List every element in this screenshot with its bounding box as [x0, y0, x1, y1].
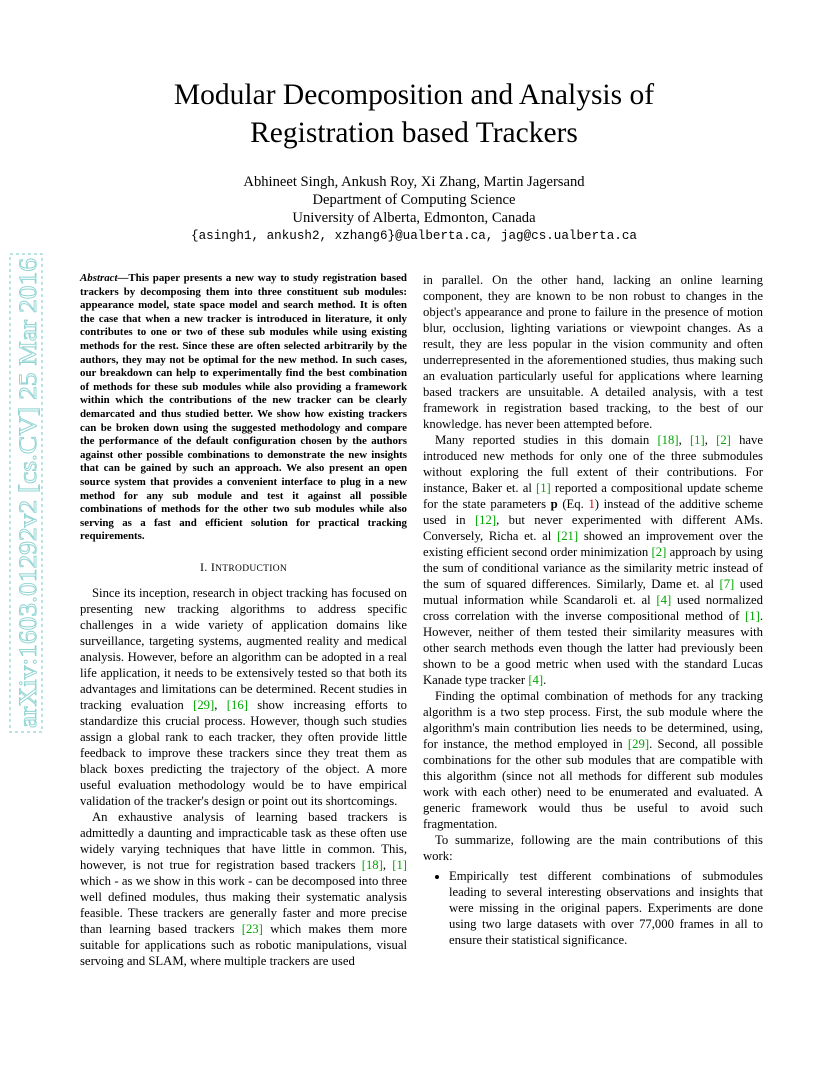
- section-heading-introduction: [80, 559, 407, 577]
- right-column: [423, 272, 763, 948]
- contribution-item: • Empirically test different combinations of submodules leading to several interesting observations and insights that were missing in the original papers. Experiments are done using two large datasets with over 77,000 frames in all to ensure their statistical significance.: [449, 868, 763, 948]
- citation-link[interactable]: [7]: [719, 577, 735, 591]
- text-run: (Eq.: [557, 497, 589, 511]
- section-initial: I: [210, 559, 216, 574]
- text-run: reported a compositional update scheme for the state parameters: [423, 481, 763, 511]
- text-run: .: [543, 673, 547, 687]
- author-emails: {asingh1, ankush2, xzhang6}@ualberta.ca, jag@cs.ualberta.ca: [191, 229, 637, 243]
- text-run: used mutual information while Scandaroli et. al: [423, 577, 763, 607]
- abstract-text: This paper presents a new way to study registration based trackers by decomposing them into three constituent sub modules: appearance model, state space model and search method. It is often the case that when a new tracker is introduced in literature, it only contributes to one or two of these sub modules while using existing methods for the rest. Since these are often selected arbitrarily by the authors, they may not be optimal for the new method. In such cases, our breakdown can help to experimentally find the best combination of methods for these sub modules while also providing a framework within which the contributions of the new tracker can be clearly demarcated and thus studied better. We show how existing trackers can be broken down using the suggested methodology and compare the performance of the default configuration chosen by the authors against other possible combinations to demonstrate the new insights that can be gained by such an approach. We also present an open source system that provides a convenient interface to plug in a new method for any sub module and test it against all possible combinations of methods for the other two sub modules while also serving as a fast and efficient solution for practical tracking requirements.: [80, 272, 407, 543]
- citation-link[interactable]: [4]: [656, 593, 672, 607]
- citation-link[interactable]: [21]: [556, 529, 579, 543]
- intro-paragraph-4: [423, 432, 763, 688]
- arxiv-stamp-svg: [8, 253, 44, 733]
- arxiv-stamp: [8, 253, 44, 733]
- citation-link[interactable]: [18]: [657, 433, 679, 447]
- text-run: ,: [382, 857, 393, 872]
- author-department: Department of Computing Science: [312, 192, 516, 208]
- text-run: which - as we show in this work - can be decomposed into three well defined modules, thus making their systematic analysis feasible. These trackers are generally faster and more precise than learning based trackers: [80, 873, 407, 936]
- intro-paragraph-2: [80, 809, 407, 969]
- text-run: . However, neither of them tested their similarity measures with other search methods even though the latter had previously been shown to be a good metric when used with the standard Lucas Kanade type tracker: [423, 609, 763, 687]
- left-column: [80, 272, 407, 969]
- author-names: Abhineet Singh, Ankush Roy, Xi Zhang, Martin Jagersand: [243, 174, 585, 190]
- title-line-1: Modular Decomposition and Analysis of: [173, 79, 655, 111]
- title-line-2: Registration based Trackers: [250, 117, 578, 149]
- intro-paragraph-6: To summarize, following are the main contributions of this work:: [423, 833, 763, 863]
- citation-link[interactable]: [23]: [241, 921, 263, 936]
- citation-link[interactable]: [12]: [474, 513, 497, 527]
- contributions-list: [423, 868, 763, 948]
- intro-paragraph-3: in parallel. On the other hand, lacking an online learning component, they are known to be non robust to changes in the object's appearance and prone to failure in the presence of motion blur, occlusion, lighting variations or viewpoint changes. As a result, they are less popular in the vision community and often underrepresented in the aforementioned studies, thus making such an evaluation particularly useful for applications where learning based trackers are unsuitable. A detailed analysis, with a test framework in registration based tracking, to the best of our knowledge. has never been attempted before.: [423, 273, 763, 431]
- text-run: Since its inception, research in object tracking has focused on presenting new tracking algorithms to address specific challenges in a wide variety of application domains like surveillance, targeting systems, augmented reality and medical analysis. However, before an algorithm can be adopted in a real life application, it needs to be extensively tested so that both its advantages and limitations can be determined. Recent studies in tracking evaluation: [80, 585, 407, 712]
- citation-link[interactable]: [29]: [627, 737, 650, 751]
- citation-link[interactable]: [1]: [535, 481, 551, 495]
- intro-paragraph-5: [423, 688, 763, 832]
- citation-link[interactable]: [2]: [716, 433, 731, 447]
- abstract-label: Abstract: [80, 272, 118, 284]
- section-numeral: I.: [199, 559, 211, 574]
- citation-link[interactable]: [1]: [392, 857, 408, 872]
- section-rest: NTRODUCTION: [215, 563, 288, 574]
- abstract: Abstract—This paper presents a new way to study registration based trackers by decomposing them into three constituent sub modules: appearance model, state space model and search method. It is often the case that when a new tracker is introduced in literature, it only contributes to one or two of these sub modules while using existing methods for the rest. Since these are often selected arbitrarily by the authors, they may not be optimal for the new method. In such cases, our breakdown can help to experimentally find the best combination of methods for these sub modules while also providing a framework within which the contributions of the new tracker can be clearly demarcated and thus studied better. We show how existing trackers can be broken down using the suggested methodology and compare the performance of the default configuration chosen by the authors against other possible combinations to demonstrate the new insights that can be gained by such an approach. We also present an open source system that provides a convenient interface to plug in a new method for any sub module and test it against all possible combinations of methods for the other two sub modules while also serving as a fast and efficient solution for practical tracking requirements.: [80, 272, 407, 543]
- intro-paragraph-1: [80, 585, 407, 809]
- citation-link[interactable]: [29]: [193, 697, 215, 712]
- citation-link[interactable]: [1]: [689, 433, 705, 447]
- text-run: . Second, all possible combinations for the other sub modules that are compatible with this algorithm (since not all methods for different sub modules work with each other) need to be enumerated and evaluated. A generic framework would thus be useful to avoid such fragmentation.: [423, 737, 763, 831]
- text-run: approach by using the sum of conditional variance as the similarity metric instead of the sum of squared differences. Similarly, Dame et. al: [423, 545, 763, 591]
- citation-link[interactable]: [18]: [361, 857, 383, 872]
- text-run: ,: [214, 697, 227, 712]
- text-run: Finding the optimal combination of methods for any tracking algorithm is a two step process. First, the sub module where the algorithm's main contribution lies needs to be determined, using, for instance, the method employed in: [423, 689, 763, 751]
- arxiv-stamp-text: arXiv:1603.01292v2 [cs.CV] 25 Mar 2016: [15, 300, 42, 728]
- author-university: University of Alberta, Edmonton, Canada: [292, 210, 536, 226]
- citation-link[interactable]: [1]: [745, 609, 760, 623]
- text-run: show increasing efforts to standardize this crucial process. However, though such studies assign a global rank to each tracker, they often provide little feedback to improve these trackers since they treat them as black boxes predicting the trajectory of the object. A more useful evaluation methodology would be to have empirical validation of the tracker's design or point out its shortcomings.: [80, 697, 407, 808]
- paper-title: [60, 76, 768, 152]
- citation-link[interactable]: [2]: [651, 545, 667, 559]
- text-run: ,: [704, 433, 717, 447]
- text-run: ,: [678, 433, 690, 447]
- text-run: have introduced new methods for only one of the three submodules without exploring the full extent of their contributions. For instance, Baker et. al: [423, 433, 764, 495]
- text-run: An exhaustive analysis of learning based trackers is admittedly a daunting and impracticable task as these often use widely varying techniques that have little in common. This, however, is not true for registration based trackers: [80, 809, 407, 872]
- text-run: ) instead of the additive scheme used in: [423, 497, 763, 527]
- text-run: Many reported studies in this domain: [435, 433, 658, 447]
- author-block: [60, 173, 768, 245]
- state-parameter-symbol: p: [550, 497, 558, 511]
- citation-link[interactable]: [16]: [226, 697, 248, 712]
- text-run: used normalized cross correlation with the inverse compositional method of: [423, 593, 763, 623]
- citation-link[interactable]: [4]: [528, 673, 544, 687]
- text-run: , but never experimented with different AMs. Conversely, Richa et. al: [423, 513, 763, 543]
- equation-link[interactable]: 1: [588, 497, 595, 511]
- text-run: which makes them more suitable for applications such as robotic manipulations, visual servoing and SLAM, where multiple trackers are used: [80, 921, 408, 968]
- text-run: showed an improvement over the existing efficient second order minimization: [423, 529, 764, 559]
